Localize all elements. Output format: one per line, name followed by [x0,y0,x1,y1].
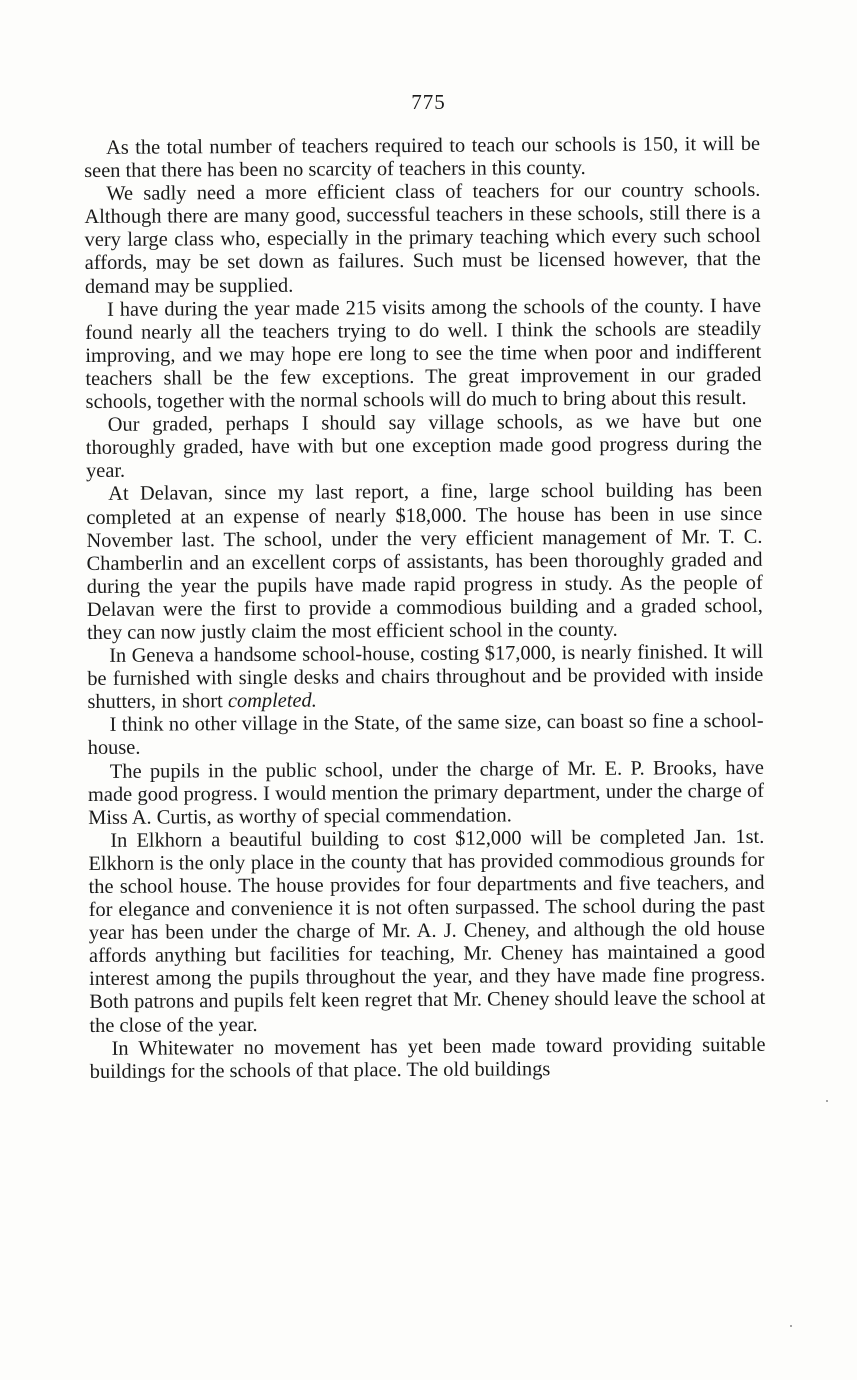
paragraph-delavan: At Delavan, since my last report, a fine, large school building has been completed at an expense of nearly $18,000. The house has been in use since November last. The school, under the very efficient management of Mr. T. C. Chamberlin and an excellent corps of assistants, has been thoroughly graded and during the year the pupils have made rapid progress in study. As the people of Delavan were the first to provide a commodious building and a graded school, they can now justly claim the most efficient school in the county. [86,479,763,644]
paragraph-whitewater: In Whitewater no movement has yet been made toward providing suitable buildings for the schools of that place. The old buildings [89,1033,766,1083]
paragraph-geneva [87,641,763,714]
paragraph-village-boast: I think no other village in the State, of the same size, can boast so fine a school-house. [87,710,764,760]
paragraph-public-school: The pupils in the public school, under the charge of Mr. E. P. Brooks, have made good progress. I would mention the primary department, under the charge of Miss A. Curtis, as worthy of special commendation. [87,756,765,829]
geneva-emphasis: completed. [227,689,317,713]
paragraph-teacher-count: As the total number of teachers required to teach our schools is 150, it will be seen that there has been no scarcity of teachers in this county. [84,132,761,183]
page-number: 775 [411,90,446,114]
paragraph-school-visits: I have during the year made 215 visits among the schools of the county. I have found nearly all the teachers trying to do well. I think the schools are steadily improving, and we may hope ere long to see the time when poor and indifferent teachers shall be the few exceptions. The great improvement in our graded schools, together with the normal schools will do much to bring about this result. [85,294,762,414]
paragraph-efficient-teachers: We sadly need a more efficient class of teachers for our country schools. Although there are many good, successful teachers in these schools, still there is a very large class who, especially in the primary teaching which every such school affords, may be set down as failures. Such must be licensed however, that the demand may be supplied. [84,179,761,298]
body-text [84,133,766,1084]
paragraph-elkhorn: In Elkhorn a beautiful building to cost $12,000 will be completed Jan. 1st. Elkhorn is the only place in the county that has provided commodious grounds for the school house. The house provides for four departments and five teachers, and for elegance and convenience it is not often surpassed. The school during the past year has been under the charge of Mr. A. J. Cheney, and although the old house affords anything but facilities for teaching, Mr. Cheney has maintained a good interest among the pupils throughout the year, and they have made fine progress. Both patrons and pupils felt keen regret that Mr. Cheney should leave the school at the close of the year. [88,825,766,1037]
scan-speck [826,1100,828,1102]
paragraph-graded-schools: Our graded, perhaps I should say village schools, as we have but one thoroughly graded, have with but one exception made good progress during the year. [85,409,762,483]
geneva-text: In Geneva a handsome school-house, costing $17,000, is nearly finished. It will be furnished with single desks and chairs throughout and be provided with inside shutters, in short [87,640,764,714]
scan-speck [790,1325,792,1327]
